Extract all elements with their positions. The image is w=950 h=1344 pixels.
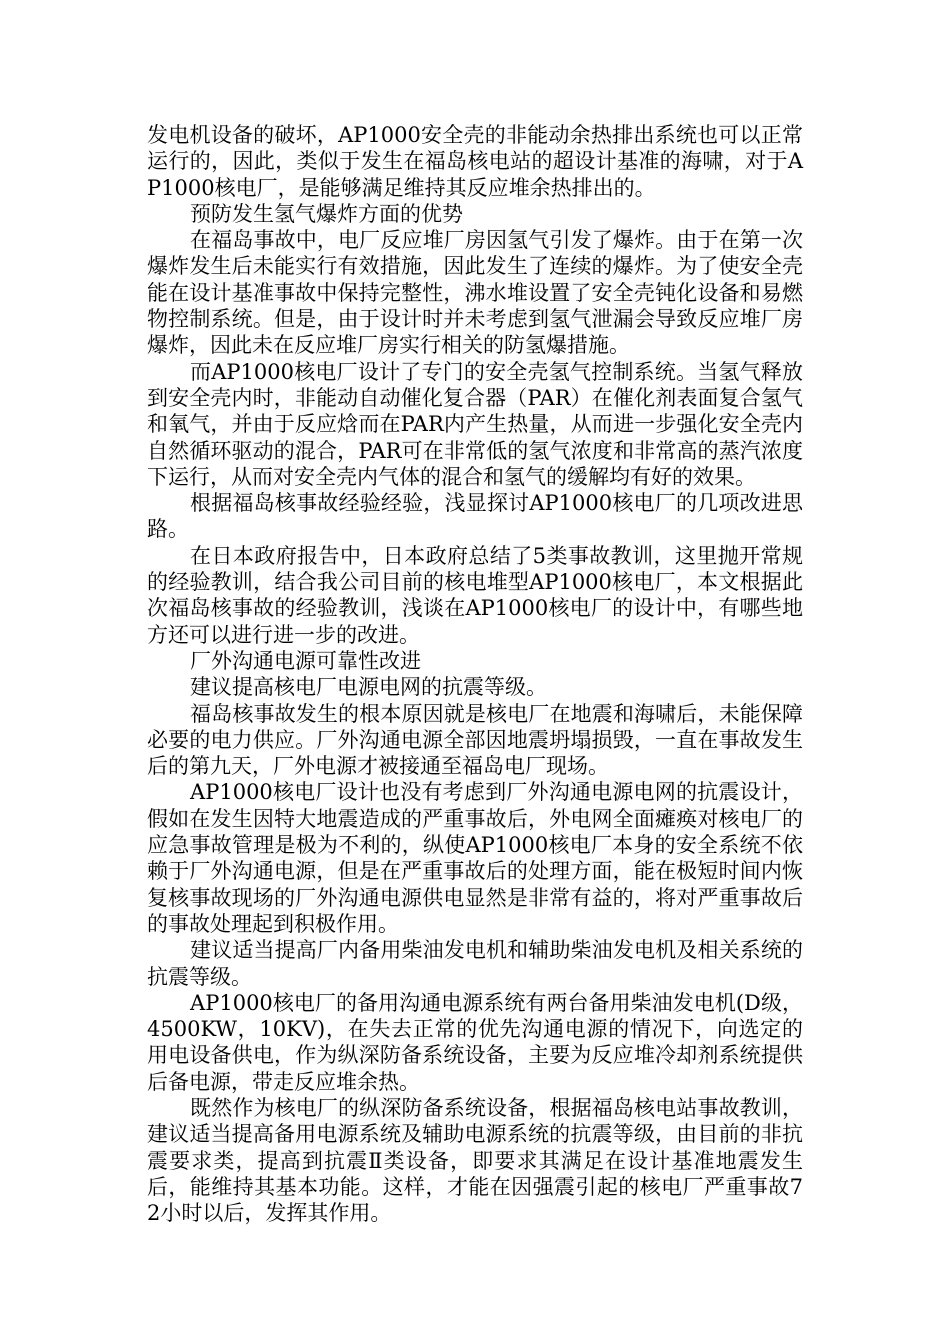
paragraph-continuation: 发电机设备的破坏，AP1000安全壳的非能动余热排出系统也可以正常运行的，因此，类似于发生在福岛核电站的超设计基准的海啸，对于AP1000核电厂，是能够满足维持其反应堆余热排出的。 xyxy=(147,123,803,200)
paragraph-root-cause: 福岛核事故发生的根本原因就是核电厂在地震和海啸后，未能保障必要的电力供应。厂外沟通电源全部因地震坍塌损毁，一直在事故发生后的第九天，厂外电源才被接通至福岛电厂现场。 xyxy=(147,701,803,779)
section-heading-hydrogen-explosion: 预防发生氢气爆炸方面的优势 xyxy=(190,201,464,226)
subheading-diesel-seismic: 建议适当提高厂内备用柴油发电机和辅助柴油发电机及相关系统的抗震等级。 xyxy=(147,938,803,989)
paragraph-improvement-intro: 根据福岛核事故经验经验，浅显探讨AP1000核电厂的几项改进思路。 xyxy=(147,491,803,542)
paragraph-japan-report: 在日本政府报告中，日本政府总结了5类事故教训，这里抛开常规的经验教训，结合我公司目前的核电堆型AP1000核电厂，本文根据此次福岛核事故的经验教训，浅谈在AP1000核电厂的设计中，有哪些地方还可以进行进一步的改进。 xyxy=(147,543,803,647)
paragraph-ap1000-grid-design: AP1000核电厂设计也没有考虑到厂外沟通电源电网的抗震设计，假如在发生因特大地震造成的严重事故后，外电网全面瘫痪对核电厂的应急事故管理是极为不利的，纵使AP1000核电厂本身的安全系统不依赖于厂外沟通电源，但是在严重事故后的处理方面，能在极短时间内恢复核事故现场的厂外沟通电源供电显然是非常有益的，将对严重事故后的事故处理起到积极作用。 xyxy=(147,780,803,936)
paragraph-fukushima-explosion: 在福岛事故中，电厂反应堆厂房因氢气引发了爆炸。由于在第一次爆炸发生后未能实行有效措施，因此发生了连续的爆炸。为了使安全壳能在设计基准事故中保持完整性，沸水堆设置了安全壳钝化设备和易燃物控制系统。但是，由于设计时并未考虑到氢气泄漏会导致反应堆厂房爆炸，因此未在反应堆厂房实行相关的防氢爆措施。 xyxy=(147,228,803,358)
subheading-grid-seismic: 建议提高核电厂电源电网的抗震等级。 xyxy=(190,675,548,700)
paragraph-defense-in-depth: 既然作为核电厂的纵深防备系统设备，根据福岛核电站事故教训，建议适当提高备用电源系统及辅助电源系统的抗震等级，由目前的非抗震要求类，提高到抗震Ⅱ类设备，即要求其满足在设计基准地震发生后，能维持其基本功能。这样，才能在因强震引起的核电厂严重事故72小时以后，发挥其作用。 xyxy=(147,1095,803,1226)
document-body xyxy=(147,122,803,1226)
paragraph-ap1000-hydrogen-control: 而AP1000核电厂设计了专门的安全壳氢气控制系统。当氢气释放到安全壳内时，非能动自动催化复合器（PAR）在催化剂表面复合氢气和氧气，并由于反应焓而在PAR内产生热量，从而进一步强化安全壳内自然循环驱动的混合，PAR可在非常低的氢气浓度和非常高的蒸汽浓度下运行，从而对安全壳内气体的混合和氢气的缓解均有好的效果。 xyxy=(147,359,803,489)
paragraph-backup-diesel: AP1000核电厂的备用沟通电源系统有两台备用柴油发电机(D级，4500KW，10KV)，在失去正常的优先沟通电源的情况下，向选定的用电设备供电，作为纵深防备系统设备，主要为反应堆冷却剂系统提供后备电源，带走反应堆余热。 xyxy=(147,990,803,1094)
section-heading-offsite-power: 厂外沟通电源可靠性改进 xyxy=(190,648,422,673)
